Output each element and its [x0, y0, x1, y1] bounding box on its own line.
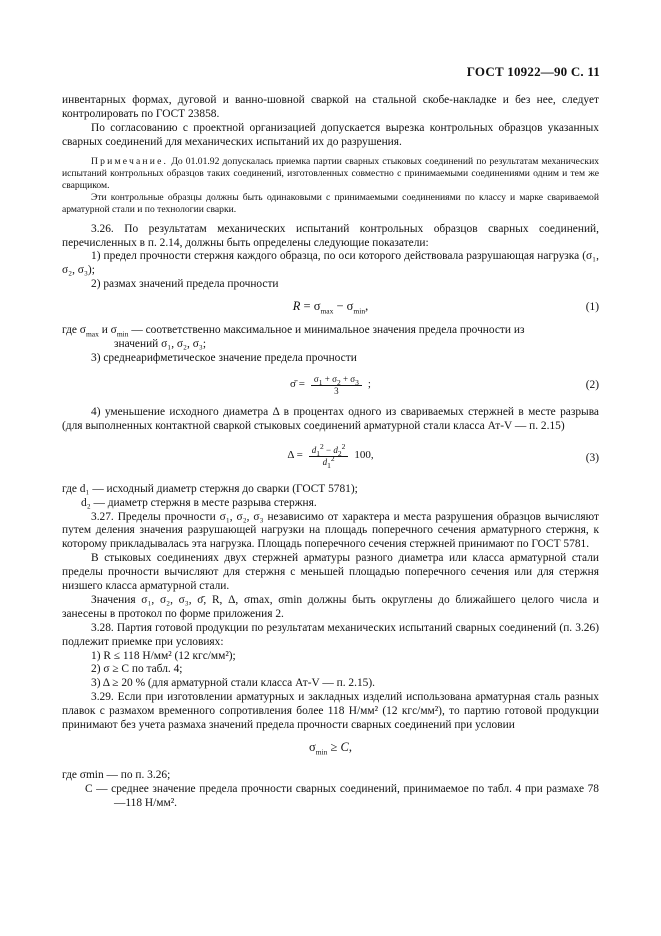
formula-3-number: (3) [585, 451, 599, 464]
section-3-29: 3.29. Если при изготовлении арматурных и закладных изделий использована арматурная сталь разных плавок с размахом временного сопротивления более 118 Н/мм² (12 кгс/мм²), то партию готовой продукции принимают без учета размаха значений предела прочности сварных соединений при условии [62, 691, 599, 732]
item-3: 3) среднеарифметическое значение предела прочности [91, 351, 357, 364]
formula-2 [62, 369, 599, 403]
note-text: До 01.01.92 допускалась приемка партии сварных стыковых соединений по результатам механических испытаний контрольных образцов таких соединений, изготовленных совместно с принимаемыми соединениями одним и тем же сварщиком. [62, 155, 599, 192]
formula-1-number: (1) [585, 301, 599, 314]
formula-1-expression: $R = \sigma_{max} - \sigma_{min}$, [292, 299, 369, 316]
condition-3: 3) Δ ≥ 20 % (для арматурной стали класса Ат-V — п. 2.15). [91, 677, 375, 690]
item-4: 4) уменьшение исходного диаметра Δ в процентах одного из свариваемых стержней в месте разрыва (для выполненных контактной сваркой стыковых соединений арматурной стали класса Ат-V — п. 2.15) [62, 405, 599, 432]
where-1-cont: значений σ₁, σ₂, σ₃; [114, 338, 207, 351]
section-3-27: 3.27. Пределы прочности σ₁, σ₂, σ₃ независимо от характера и места разрушения образцов вычисляют путем деления значения разрушающей нагрузки на площадь поперечного сечения арматурного стержня, к которому прикладывалась эта нагрузка. Площадь поперечного сечения стержней принимают по ГОСТ 5781. [62, 510, 599, 551]
document-body [62, 94, 599, 811]
where-1: где $\sigma_{max}$ и $\sigma_{min}$ — соответственно максимальное и минимальное значения предела прочности из [62, 324, 525, 339]
formula-1 [62, 295, 599, 321]
formula-4 [62, 736, 599, 766]
section-3-26: 3.26. По результатам механических испытаний контрольных образцов сварных соединений, перечисленных в п. 2.14, должны быть определены следующие показатели: [62, 222, 599, 249]
where-4-cont: C — среднее значение предела прочности сварных соединений, принимаемое по табл. 4 при размахе 78—118 Н/мм². [85, 782, 599, 809]
item-2: 2) размах значений предела прочности [91, 278, 279, 291]
formula-3-expression: Δ = $\frac{d_1^2 - d_2^2}{d_1^2}$ 100, [287, 441, 374, 470]
item-1: 1) предел прочности стержня каждого образца, по оси которого действовала разрушающая нагрузка (σ₁, σ₂, σ₃); [62, 250, 599, 277]
formula-3 [62, 440, 599, 480]
formula-2-expression: σ̄ = $\frac{\sigma_1 + \sigma_2 + \sigma_3}{3}$ ; [290, 373, 371, 396]
where-3-cont: d₂ — диаметр стержня в месте разрыва стержня. [81, 496, 317, 509]
paragraph: инвентарных формах, дуговой и ванно-шовной сваркой на стальной скобе-накладке и без нее, следует контролировать по ГОСТ 23858. [62, 94, 599, 120]
condition-2: 2) σ ≥ C по табл. 4; [91, 663, 183, 676]
formula-2-number: (2) [585, 378, 599, 391]
note [62, 156, 599, 193]
section-3-28: 3.28. Партия готовой продукции по результатам механических испытаний сварных соединений (п. 3.26) подлежит приемке при условиях: [62, 621, 599, 648]
page-header: ГОСТ 10922—90 С. 11 [466, 64, 600, 79]
where-4: где σmin — по п. 3.26; [62, 769, 171, 782]
paragraph: По согласованию с проектной организацией допускается вырезка контрольных образцов указанных сварных соединений для механических испытаний их до разрушения. [62, 121, 599, 148]
paragraph: В стыковых соединениях двух стержней арматуры разного диаметра или класса арматурной стали пределы прочности вычисляют для стержня с меньшей площадью поперечного сечения или для стержня низшего класса арматурной стали. [62, 552, 599, 593]
condition-1: 1) R ≤ 118 Н/мм² (12 кгс/мм²); [91, 649, 236, 662]
paragraph: Значения σ₁, σ₂, σ₃, σ̄, R, Δ, σmax, σmin должны быть округлены до ближайшего целого числа и занесены в протокол по форме приложения 2. [62, 593, 599, 620]
where-3: где d₁ — исходный диаметр стержня до сварки (ГОСТ 5781); [62, 482, 358, 495]
note-label: Примечание. [91, 155, 169, 167]
note-continuation: Эти контрольные образцы должны быть одинаковыми с принимаемыми соединениями по классу и марке свариваемой арматурной стали и по технологии сварки. [62, 192, 599, 216]
formula-4-expression: $\sigma_{min} \ge C$, [308, 740, 352, 757]
